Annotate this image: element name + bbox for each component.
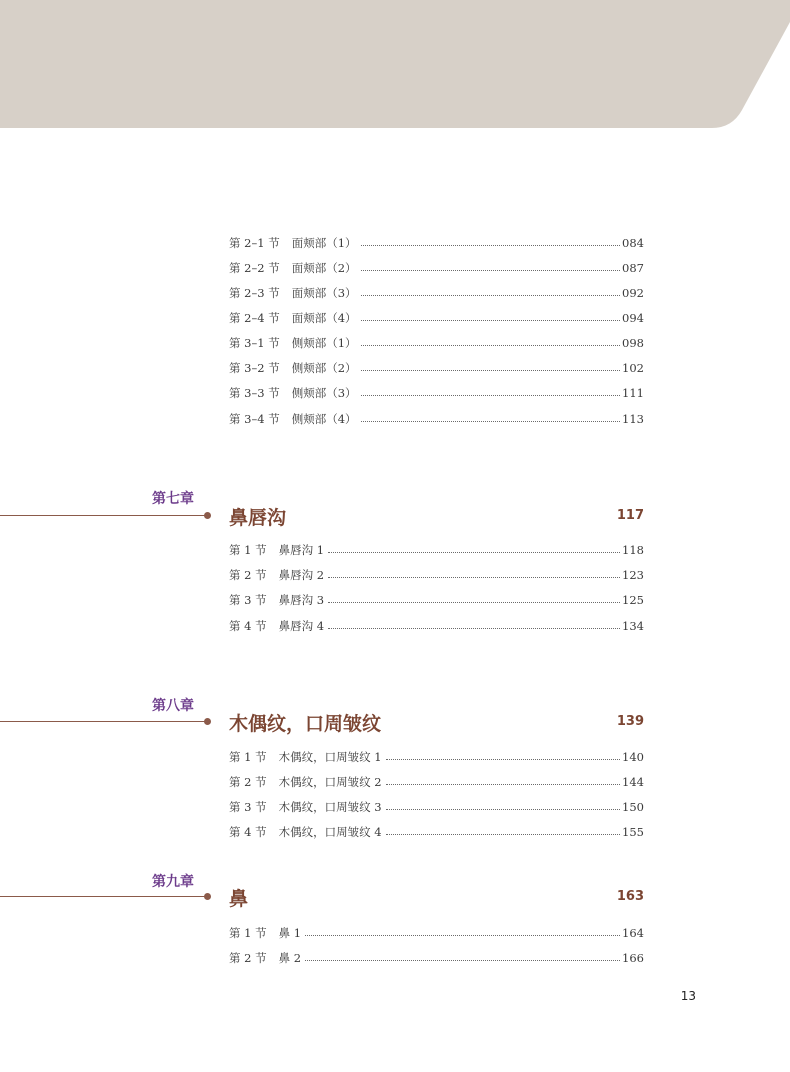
toc-entry[interactable] — [229, 334, 644, 352]
dot-leader — [386, 784, 620, 785]
section-page: 111 — [622, 386, 644, 400]
dot-leader — [386, 834, 620, 835]
section-title: 鼻 1 — [278, 926, 302, 940]
section-title: 鼻唇沟 3 — [278, 593, 325, 607]
section-number: 第 2 节 — [229, 568, 267, 582]
chapter-label: 第九章 — [152, 874, 194, 890]
section-page: 140 — [622, 750, 644, 764]
section-title: 面颊部（3） — [291, 286, 357, 300]
section-number: 第 3 节 — [229, 593, 267, 607]
section-title: 木偶纹，口周皱纹 2 — [278, 775, 382, 789]
section-page: 164 — [622, 926, 644, 940]
section-page: 150 — [622, 800, 644, 814]
chapter-page: 139 — [616, 714, 644, 729]
section-number: 第 2–1 节 — [229, 236, 280, 250]
section-number: 第 2 节 — [229, 775, 267, 789]
section-title: 面颊部（4） — [291, 311, 357, 325]
section-number: 第 1 节 — [229, 926, 267, 940]
chapter-dot — [204, 512, 211, 519]
toc-entry[interactable] — [229, 234, 644, 252]
section-number: 第 2–3 节 — [229, 286, 280, 300]
toc-entry[interactable] — [229, 823, 644, 841]
dot-leader — [386, 759, 620, 760]
dot-leader — [386, 809, 620, 810]
toc-entry[interactable] — [229, 566, 644, 584]
dot-leader — [361, 370, 621, 371]
toc-entry[interactable] — [229, 309, 644, 327]
chapter-label: 第七章 — [152, 491, 194, 507]
section-page: 118 — [622, 543, 644, 557]
section-page: 155 — [622, 825, 644, 839]
chapter-page: 163 — [616, 889, 644, 904]
toc-entry[interactable] — [229, 798, 644, 816]
chapter-title[interactable]: 鼻唇沟 — [229, 507, 287, 529]
chapter-rule — [0, 515, 205, 516]
toc-entry[interactable] — [229, 748, 644, 766]
dot-leader — [361, 270, 621, 271]
chapter-dot — [204, 893, 211, 900]
section-number: 第 1 节 — [229, 750, 267, 764]
toc-entry[interactable] — [229, 949, 644, 967]
toc-entry[interactable] — [229, 359, 644, 377]
section-number: 第 2–2 节 — [229, 261, 280, 275]
section-title: 木偶纹，口周皱纹 3 — [278, 800, 382, 814]
section-number: 第 3 节 — [229, 800, 267, 814]
page-number: 13 — [680, 989, 696, 1003]
chapter-rule — [0, 896, 205, 897]
dot-leader — [361, 320, 621, 321]
section-title: 侧颊部（1） — [291, 336, 357, 350]
section-number: 第 3–1 节 — [229, 336, 280, 350]
header-band — [0, 0, 790, 130]
chapter-rule — [0, 721, 205, 722]
section-page: 084 — [622, 236, 644, 250]
section-page: 102 — [622, 361, 644, 375]
section-number: 第 2–4 节 — [229, 311, 280, 325]
toc-entry[interactable] — [229, 924, 644, 942]
dot-leader — [305, 935, 620, 936]
section-title: 鼻唇沟 1 — [278, 543, 325, 557]
section-page: 113 — [622, 412, 644, 426]
section-number: 第 3–3 节 — [229, 386, 280, 400]
toc-entry[interactable] — [229, 410, 644, 428]
section-title: 面颊部（2） — [291, 261, 357, 275]
section-title: 鼻 2 — [278, 951, 302, 965]
dot-leader — [328, 602, 620, 603]
dot-leader — [361, 245, 621, 246]
section-page: 098 — [622, 336, 644, 350]
section-page: 125 — [622, 593, 644, 607]
section-page: 092 — [622, 286, 644, 300]
section-title: 鼻唇沟 4 — [278, 619, 325, 633]
section-title: 侧颊部（3） — [291, 386, 357, 400]
section-title: 鼻唇沟 2 — [278, 568, 325, 582]
section-title: 面颊部（1） — [291, 236, 357, 250]
toc-entry[interactable] — [229, 541, 644, 559]
dot-leader — [361, 421, 621, 422]
chapter-title[interactable]: 鼻 — [229, 888, 249, 910]
section-number: 第 4 节 — [229, 619, 267, 633]
toc-entry[interactable] — [229, 617, 644, 635]
dot-leader — [361, 295, 621, 296]
toc-entry[interactable] — [229, 284, 644, 302]
dot-leader — [328, 577, 620, 578]
section-number: 第 3–4 节 — [229, 412, 280, 426]
section-page: 144 — [622, 775, 644, 789]
toc-entry[interactable] — [229, 591, 644, 609]
chapter-title[interactable]: 木偶纹，口周皱纹 — [229, 713, 382, 735]
section-page: 087 — [622, 261, 644, 275]
section-title: 侧颊部（2） — [291, 361, 357, 375]
dot-leader — [328, 628, 620, 629]
section-title: 木偶纹，口周皱纹 1 — [278, 750, 382, 764]
section-number: 第 1 节 — [229, 543, 267, 557]
section-page: 123 — [622, 568, 644, 582]
section-page: 134 — [622, 619, 644, 633]
toc-entry[interactable] — [229, 773, 644, 791]
chapter-page: 117 — [616, 508, 644, 523]
toc-entry[interactable] — [229, 384, 644, 402]
chapter-label: 第八章 — [152, 698, 194, 714]
dot-leader — [361, 395, 621, 396]
chapter-dot — [204, 718, 211, 725]
dot-leader — [361, 345, 621, 346]
section-page: 166 — [622, 951, 644, 965]
section-number: 第 3–2 节 — [229, 361, 280, 375]
toc-entry[interactable] — [229, 259, 644, 277]
dot-leader — [328, 552, 620, 553]
section-number: 第 2 节 — [229, 951, 267, 965]
section-title: 木偶纹，口周皱纹 4 — [278, 825, 382, 839]
section-title: 侧颊部（4） — [291, 412, 357, 426]
dot-leader — [305, 960, 620, 961]
section-page: 094 — [622, 311, 644, 325]
section-number: 第 4 节 — [229, 825, 267, 839]
